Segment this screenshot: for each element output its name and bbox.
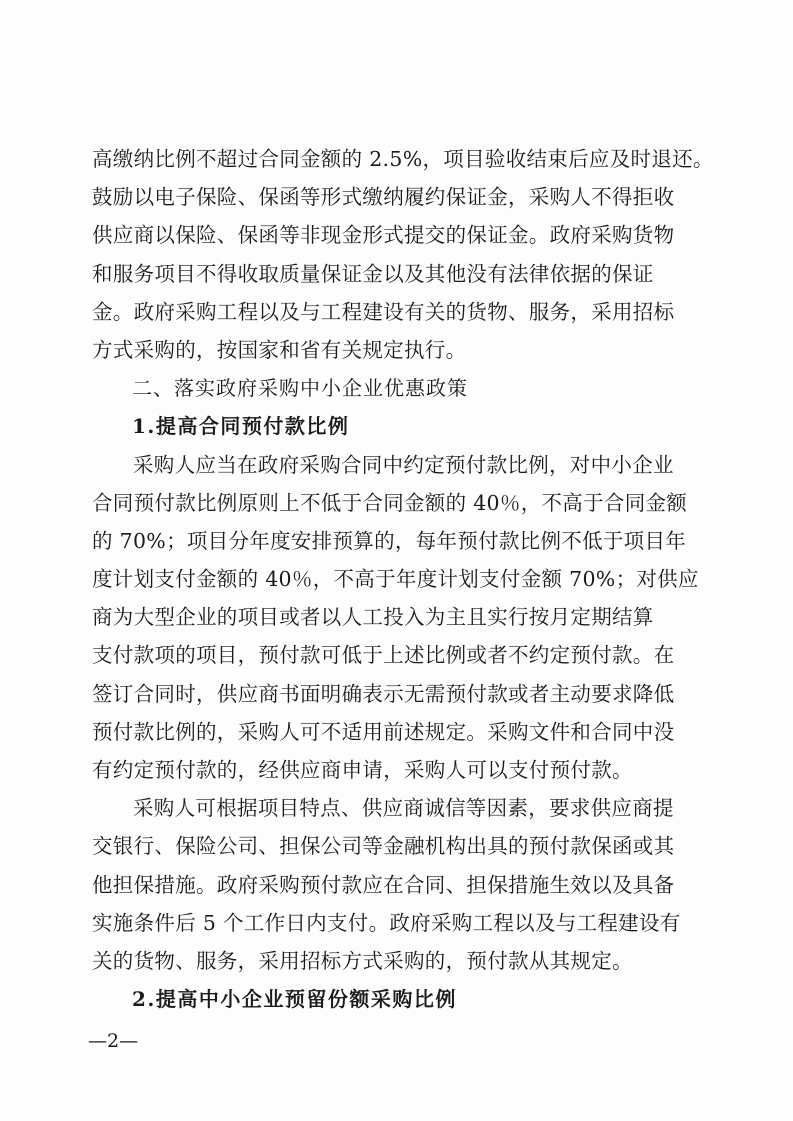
paragraph-line: 有约定预付款的，经供应商申请，采购人可以支付预付款。 (92, 758, 633, 782)
body-line: 高缴纳比例不超过合同金额的 2.5%，项目验收结束后应及时退还。 (92, 147, 714, 171)
paragraph-line: 采购人应当在政府采购合同中约定预付款比例，对中小企业 (133, 452, 674, 477)
paragraph-line: 交银行、保险公司、担保公司等金融机构出具的预付款保函或其 (92, 834, 675, 859)
body-line: 鼓励以电子保险、保函等形式缴纳履约保证金，采购人不得拒收 (92, 185, 675, 210)
body-line: 供应商以保险、保函等非现金形式提交的保证金。政府采购货物 (92, 223, 675, 248)
subheading-prepayment: 1.提高合同预付款比例 (132, 414, 350, 439)
paragraph-line: 预付款比例的，采购人可不适用前述规定。采购文件和合同中没 (92, 719, 675, 744)
paragraph-line: 实施条件后 5 个工作日内支付。政府采购工程以及与工程建设有 (92, 910, 681, 935)
paragraph-line: 度计划支付金额的 40％，不高于年度计划支付金额 70%；对供应 (92, 567, 699, 592)
document-body (92, 140, 712, 1018)
paragraph-line: 采购人可根据项目特点、供应商诚信等因素，要求供应商提 (133, 796, 674, 821)
section-heading: 二、落实政府采购中小企业优惠政策 (132, 376, 468, 401)
page-number: —2— (88, 1030, 139, 1052)
body-line: 方式采购的，按国家和省有关规定执行。 (92, 337, 467, 362)
paragraph-line: 合同预付款比例原则上不低于合同金额的 40％，不高于合同金额 (92, 490, 688, 515)
subheading-reserved-share: 2.提高中小企业预留份额采购比例 (132, 987, 457, 1012)
paragraph-line: 他担保措施。政府采购预付款应在合同、担保措施生效以及具备 (92, 872, 675, 897)
paragraph-line: 关的货物、服务，采用招标方式采购的，预付款从其规定。 (92, 948, 633, 973)
body-line: 和服务项目不得收取质量保证金以及其他没有法律依据的保证 (92, 261, 654, 286)
paragraph-line: 的 70%；项目分年度安排预算的，每年预付款比例不低于项目年 (92, 528, 687, 553)
body-line: 金。政府采购工程以及与工程建设有关的货物、服务，采用招标 (92, 299, 675, 324)
paragraph-line: 签订合同时，供应商书面明确表示无需预付款或者主动要求降低 (92, 681, 675, 706)
paragraph-line: 支付款项的项目，预付款可低于上述比例或者不约定预付款。在 (92, 643, 675, 668)
paragraph-line: 商为大型企业的项目或者以人工投入为主且实行按月定期结算 (92, 605, 654, 630)
